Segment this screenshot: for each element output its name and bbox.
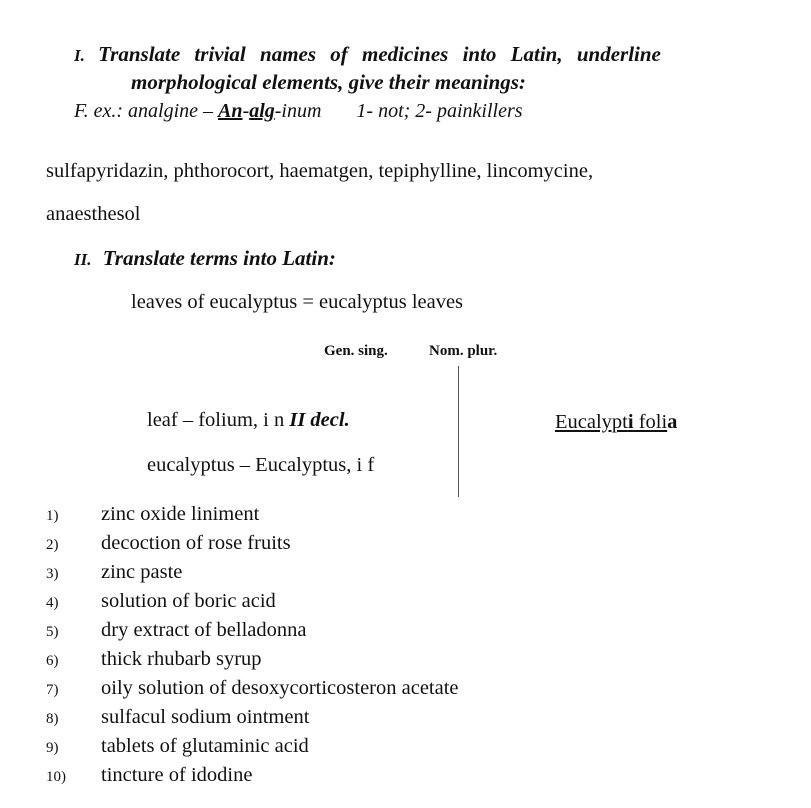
list-item-text: tablets of glutaminic acid — [101, 735, 309, 757]
section1-number: I. — [74, 46, 85, 65]
list-item-text: dry extract of belladonna — [101, 619, 307, 641]
example-part1: An — [218, 100, 243, 122]
list-item-text: sulfacul sodium ointment — [101, 706, 310, 728]
list-item-text: oily solution of desoxycorticosteron acetate — [101, 677, 459, 699]
list-item-number: 6) — [46, 653, 59, 669]
section2-number: II. — [74, 250, 92, 269]
list-item-number: 9) — [46, 740, 59, 756]
section2-heading-text: Translate terms into Latin: — [102, 246, 336, 270]
example-meanings: 1- not; 2- painkillers — [356, 100, 523, 122]
section2-heading — [74, 246, 336, 271]
section2-phrase: leaves of eucalyptus = eucalyptus leaves — [131, 291, 464, 313]
list-item-number: 3) — [46, 566, 59, 582]
leaf-def-text: leaf – folium, i n — [147, 409, 290, 431]
list-item-text: decoction of rose fruits — [101, 532, 291, 554]
column-gen-sing: Gen. sing. — [324, 343, 388, 359]
list-item-text: zinc paste — [101, 561, 183, 583]
section1-heading-line1: Translate trivial names of medicines into Latin, underline — [98, 42, 661, 66]
example-suffix: -inum — [274, 100, 322, 122]
answer-ending1: i — [627, 411, 634, 433]
list-item-number: 7) — [46, 682, 59, 698]
example-dash: - — [242, 100, 250, 122]
section1-example — [74, 100, 523, 123]
column-divider — [458, 366, 459, 497]
answer-ending2: a — [667, 411, 678, 433]
section1-heading-line2: morphological elements, give their meanings: — [131, 70, 526, 94]
section1-words-line2: anaesthesol — [46, 203, 141, 225]
column-nom-plur: Nom. plur. — [429, 343, 498, 359]
example-prefix: F. ex.: analgine – — [74, 100, 219, 122]
list-item-number: 2) — [46, 537, 59, 553]
list-item-text: tincture of idodine — [101, 764, 253, 786]
list-item-text: zinc oxide liniment — [101, 503, 260, 525]
answer-stem1: Eucalypt — [555, 411, 628, 433]
list-item-text: thick rhubarb syrup — [101, 648, 262, 670]
example-part2: alg — [249, 100, 275, 122]
answer-term — [555, 411, 677, 434]
list-item-number: 8) — [46, 711, 59, 727]
answer-stem2: foli — [633, 411, 668, 433]
list-item-number: 5) — [46, 624, 59, 640]
section1-heading — [74, 42, 661, 67]
list-item-text: solution of boric acid — [101, 590, 276, 612]
eucalyptus-definition: eucalyptus – Eucalyptus, i f — [147, 454, 375, 476]
leaf-definition — [147, 409, 350, 432]
list-item-number: 1) — [46, 508, 59, 524]
leaf-declension: II decl. — [289, 409, 350, 431]
list-item-number: 10) — [46, 769, 66, 785]
list-item-number: 4) — [46, 595, 59, 611]
section1-words-line1: sulfapyridazin, phthorocort, haematgen, tepiphylline, lincomycine, — [46, 160, 594, 182]
